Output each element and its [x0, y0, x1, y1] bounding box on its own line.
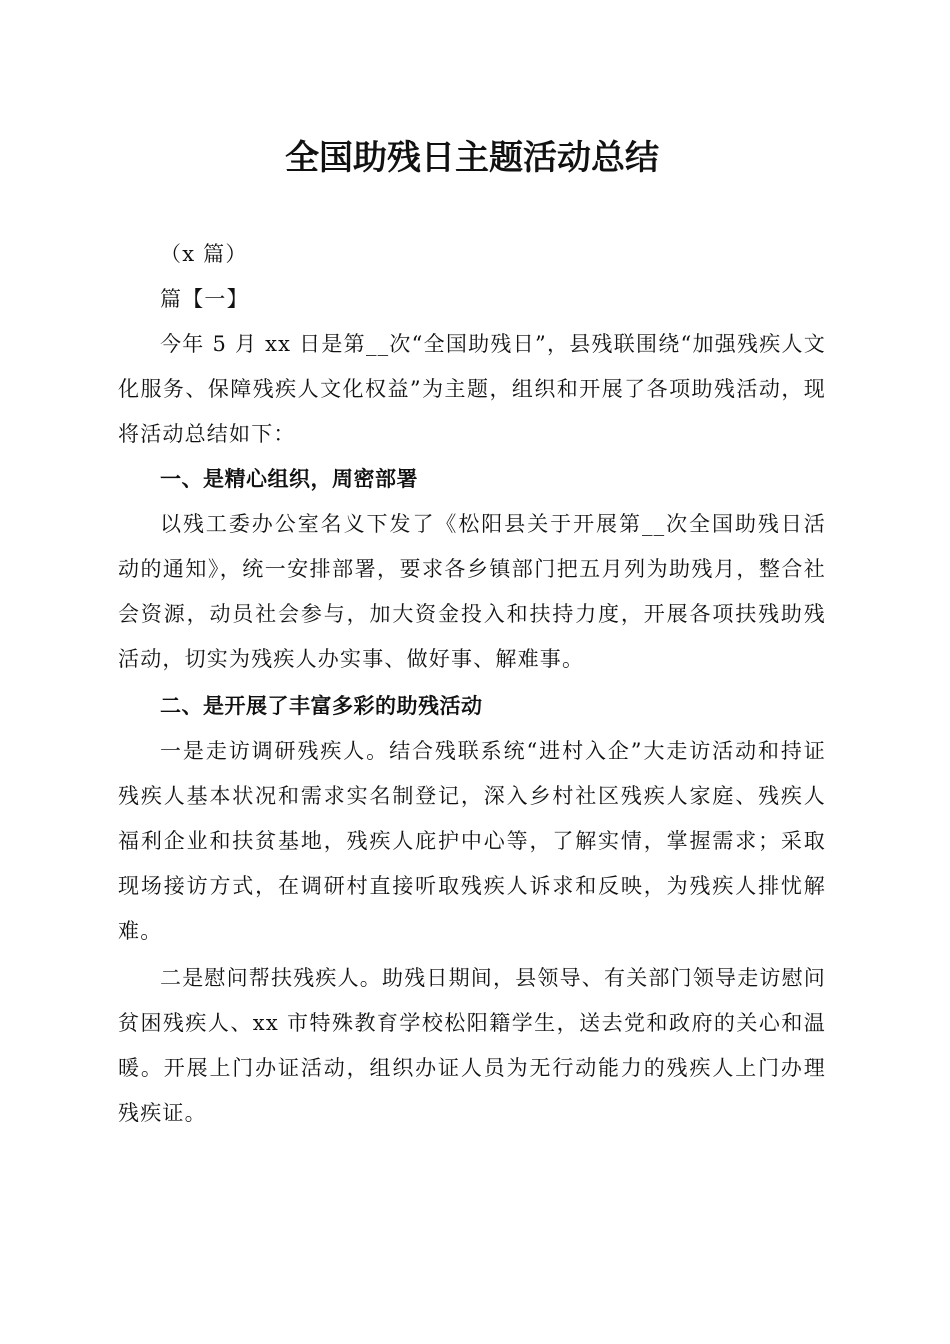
- intro-paragraph: 今年 5 月 xx 日是第__次“全国助残日”，县残联围绕“加强残疾人文化服务、保障残疾人文化权益”为主题，组织和开展了各项助残活动，现将活动总结如下：: [118, 332, 826, 446]
- section-label: 篇【一】: [160, 287, 249, 311]
- heading-two: 二、是开展了丰富多彩的助残活动: [160, 694, 483, 718]
- heading-one: 一、是精心组织，周密部署: [160, 467, 418, 491]
- paragraph-three-lead: 二是慰问帮扶残疾人。: [160, 966, 382, 990]
- document-title: 全国助残日主题活动总结: [285, 138, 659, 178]
- document-page: [118, 128, 826, 1136]
- paragraph-three-body: 助残日期间，县领导、有关部门领导走访慰问贫困残疾人、xx 市特殊教育学校松阳籍学生，送去党和政府的关心和温暖。开展上门办证活动，组织办证人员为无行动能力的残疾人上门办理残疾证。: [118, 966, 826, 1125]
- paragraph-one: 以残工委办公室名义下发了《松阳县关于开展第__次全国助残日活动的通知》，统一安排部署，要求各乡镇部门把五月列为助残月，整合社会资源，动员社会参与，加大资金投入和扶持力度，开展各项扶残助残活动，切实为残疾人办实事、做好事、解难事。: [118, 512, 826, 671]
- paragraph-two-body: 结合残联系统“进村入企”大走访活动和持证残疾人基本状况和需求实名制登记，深入乡村社区残疾人家庭、残疾人福利企业和扶贫基地，残疾人庇护中心等，了解实情，掌握需求；采取现场接访方式，在调研村直接听取残疾人诉求和反映，为残疾人排忧解难。: [118, 739, 826, 943]
- document-subtitle: （x 篇）: [160, 242, 248, 266]
- paragraph-two: [118, 729, 826, 954]
- paragraph-three: [118, 956, 826, 1136]
- paragraph-two-lead: 一是走访调研残疾人。: [160, 739, 390, 763]
